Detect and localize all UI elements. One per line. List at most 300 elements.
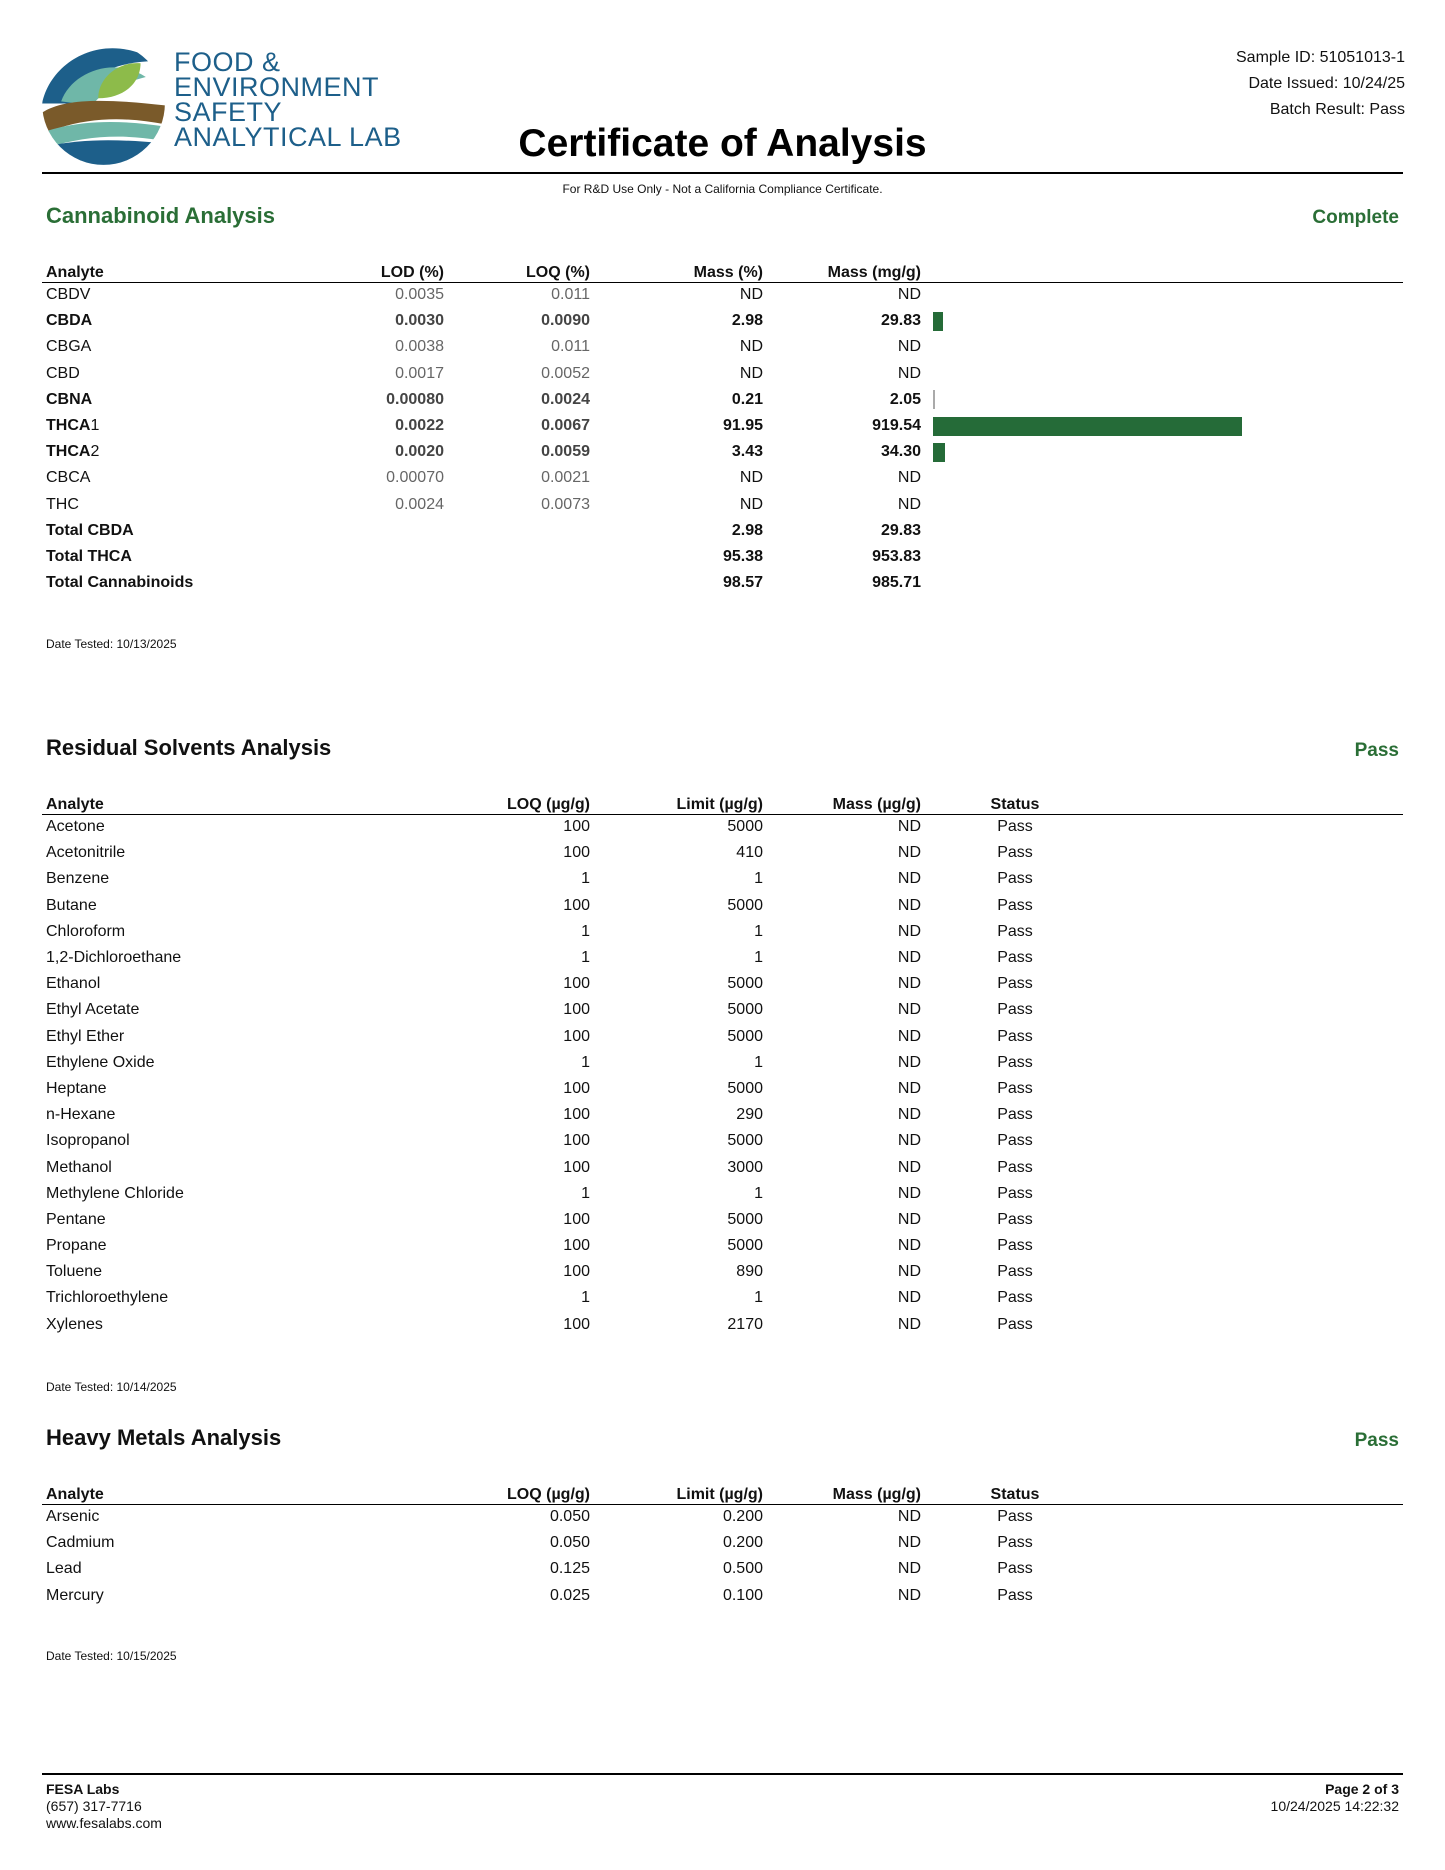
- limit-cell: 890: [736, 1263, 763, 1281]
- status-cell: Pass: [997, 975, 1033, 993]
- loq-cell: 100: [563, 1315, 590, 1333]
- empty-cell: [448, 518, 594, 544]
- empty-cell: [1105, 971, 1403, 997]
- limit-cell: 5000: [727, 1001, 763, 1019]
- status-cell: Pass: [997, 1508, 1033, 1526]
- table-row: [42, 1530, 1403, 1556]
- table-row: [42, 387, 1403, 413]
- empty-cell: [1105, 1583, 1403, 1609]
- analyte-cell: [42, 439, 302, 465]
- empty-cell: [1105, 1076, 1403, 1102]
- mass-bar: [933, 417, 1242, 436]
- lod-cell: 0.0038: [395, 338, 444, 356]
- mass-bar: [933, 390, 935, 409]
- loq-cell: 0.0059: [541, 443, 590, 461]
- mass-cell: ND: [897, 1184, 921, 1202]
- analyte-cell: Arsenic: [46, 1508, 100, 1526]
- col-limit: Limit (µg/g): [594, 790, 767, 814]
- mass-mg-cell: ND: [897, 495, 921, 513]
- status-cell: Pass: [997, 1315, 1033, 1333]
- empty-cell: [1105, 997, 1403, 1023]
- total-mass-pct: 2.98: [731, 521, 763, 539]
- loq-cell: 0.0090: [541, 312, 590, 330]
- analyte-suffix: 1: [90, 417, 100, 435]
- empty-cell: [302, 544, 448, 570]
- limit-cell: 2170: [727, 1315, 763, 1333]
- status-cell: Pass: [997, 1001, 1033, 1019]
- mass-pct-cell: 91.95: [722, 417, 763, 435]
- table-row: [42, 1076, 1403, 1102]
- table-row: [42, 492, 1403, 518]
- empty-cell: [925, 518, 1403, 544]
- loq-cell: 0.0021: [541, 469, 590, 487]
- mass-cell: ND: [897, 1132, 921, 1150]
- empty-cell: [1105, 1050, 1403, 1076]
- analyte-cell: [42, 282, 302, 308]
- mass-cell: ND: [897, 1315, 921, 1333]
- limit-cell: 0.200: [722, 1508, 763, 1526]
- empty-cell: [1105, 840, 1403, 866]
- analyte-cell: Methanol: [46, 1158, 112, 1176]
- bar-cell: [925, 308, 1403, 334]
- status-cell: Pass: [997, 1158, 1033, 1176]
- analyte-cell: Ethylene Oxide: [46, 1053, 155, 1071]
- bar-cell: [925, 334, 1403, 360]
- metals-date-tested: Date Tested: 10/15/2025: [46, 1649, 177, 1663]
- total-label: Total Cannabinoids: [46, 574, 194, 592]
- loq-cell: 0.050: [549, 1534, 590, 1552]
- loq-cell: 0.125: [549, 1560, 590, 1578]
- status-cell: Pass: [997, 1560, 1033, 1578]
- loq-cell: 1: [581, 1184, 590, 1202]
- mass-pct-cell: ND: [739, 469, 763, 487]
- metals-status: Pass: [1354, 1430, 1399, 1451]
- table-row: [42, 1207, 1403, 1233]
- mass-bar: [933, 312, 943, 331]
- mass-cell: ND: [897, 1534, 921, 1552]
- loq-cell: 100: [563, 1001, 590, 1019]
- limit-cell: 0.500: [722, 1560, 763, 1578]
- lod-cell: 0.0022: [395, 417, 444, 435]
- footer-divider: [42, 1773, 1403, 1775]
- analyte-cell: Trichloroethylene: [46, 1289, 169, 1307]
- col-limit: Limit (µg/g): [594, 1480, 767, 1504]
- loq-cell: 1: [581, 1053, 590, 1071]
- empty-cell: [1105, 866, 1403, 892]
- mass-cell: ND: [897, 1027, 921, 1045]
- loq-cell: 1: [581, 870, 590, 888]
- mass-mg-cell: ND: [897, 469, 921, 487]
- empty-cell: [1105, 1024, 1403, 1050]
- status-cell: Pass: [997, 818, 1033, 836]
- col-loq: LOQ (µg/g): [448, 1480, 594, 1504]
- table-row: [42, 1050, 1403, 1076]
- table-row: [42, 840, 1403, 866]
- bar-cell: [925, 492, 1403, 518]
- table-row: [42, 465, 1403, 491]
- table-row: [42, 866, 1403, 892]
- empty-cell: [302, 570, 448, 596]
- mass-mg-cell: ND: [897, 286, 921, 304]
- bar-cell: [925, 413, 1403, 439]
- table-row: [42, 361, 1403, 387]
- empty-cell: [1105, 1128, 1403, 1154]
- limit-cell: 0.200: [722, 1534, 763, 1552]
- empty-cell: [1105, 1504, 1403, 1530]
- col-mass: Mass (µg/g): [767, 1480, 925, 1504]
- total-row: [42, 570, 1403, 596]
- mass-pct-cell: ND: [739, 495, 763, 513]
- status-cell: Pass: [997, 1027, 1033, 1045]
- loq-cell: 100: [563, 818, 590, 836]
- table-row: [42, 814, 1403, 840]
- lod-cell: 0.0020: [395, 443, 444, 461]
- table-row: [42, 439, 1403, 465]
- status-cell: Pass: [997, 949, 1033, 967]
- mass-cell: ND: [897, 1158, 921, 1176]
- empty-cell: [1105, 1154, 1403, 1180]
- empty-cell: [1105, 1181, 1403, 1207]
- analyte-cell: [42, 465, 302, 491]
- company-name: FESA Labs: [46, 1781, 120, 1797]
- col-analyte: Analyte: [42, 258, 302, 282]
- mass-cell: ND: [897, 1053, 921, 1071]
- analyte-name: CBDA: [46, 312, 93, 330]
- bar-cell: [925, 361, 1403, 387]
- mass-cell: ND: [897, 1001, 921, 1019]
- table-row: [42, 413, 1403, 439]
- analyte-cell: [42, 387, 302, 413]
- col-analyte: Analyte: [42, 1480, 448, 1504]
- total-label: Total THCA: [46, 547, 132, 565]
- bar-cell: [925, 439, 1403, 465]
- status-cell: Pass: [997, 844, 1033, 862]
- solvents-date-tested: Date Tested: 10/14/2025: [46, 1380, 177, 1394]
- table-row: [42, 945, 1403, 971]
- table-row: [42, 1181, 1403, 1207]
- total-mass-mg: 985.71: [872, 574, 921, 592]
- footer-page-info: [1271, 1781, 1399, 1815]
- loq-cell: 0.050: [549, 1508, 590, 1526]
- empty-cell: [302, 518, 448, 544]
- empty-cell: [1105, 1285, 1403, 1311]
- analyte-cell: Acetone: [46, 818, 105, 836]
- header-divider: [42, 172, 1403, 174]
- col-spacer: [1105, 1480, 1403, 1504]
- batch-result: Batch Result: Pass: [1269, 101, 1405, 118]
- bar-cell: [925, 282, 1403, 308]
- loq-cell: 1: [581, 1289, 590, 1307]
- cannabinoid-status: Complete: [1312, 207, 1399, 228]
- status-cell: Pass: [997, 1106, 1033, 1124]
- total-label: Total CBDA: [46, 521, 134, 539]
- logo-line: ANALYTICAL LAB: [174, 122, 402, 152]
- loq-cell: 100: [563, 1158, 590, 1176]
- col-spacer: [1105, 790, 1403, 814]
- empty-cell: [1105, 1259, 1403, 1285]
- limit-cell: 1: [754, 1184, 763, 1202]
- loq-cell: 100: [563, 1027, 590, 1045]
- limit-cell: 1: [754, 949, 763, 967]
- table-header-row: [42, 258, 1403, 282]
- col-mass: Mass (µg/g): [767, 790, 925, 814]
- analyte-cell: 1,2-Dichloroethane: [46, 949, 182, 967]
- analyte-cell: [42, 334, 302, 360]
- mass-mg-cell: 29.83: [880, 312, 921, 330]
- analyte-cell: Toluene: [46, 1263, 103, 1281]
- col-analyte: Analyte: [42, 790, 448, 814]
- sample-id: Sample ID: 51051013-1: [1236, 49, 1405, 66]
- loq-cell: 100: [563, 1237, 590, 1255]
- status-cell: Pass: [997, 1184, 1033, 1202]
- total-mass-pct: 98.57: [722, 574, 763, 592]
- table-row: [42, 1233, 1403, 1259]
- loq-cell: 0.0073: [541, 495, 590, 513]
- bar-cell: [925, 465, 1403, 491]
- analyte-cell: Acetonitrile: [46, 844, 126, 862]
- limit-cell: 5000: [727, 975, 763, 993]
- table-header-row: [42, 790, 1403, 814]
- mass-bar: [933, 443, 945, 462]
- mass-pct-cell: 3.43: [731, 443, 763, 461]
- analyte-cell: Ethanol: [46, 975, 101, 993]
- mass-cell: ND: [897, 844, 921, 862]
- mass-pct-cell: ND: [739, 364, 763, 382]
- table-row: [42, 1154, 1403, 1180]
- loq-cell: 100: [563, 844, 590, 862]
- table-row: [42, 1128, 1403, 1154]
- empty-cell: [1105, 814, 1403, 840]
- analyte-cell: Ethyl Acetate: [46, 1001, 140, 1019]
- loq-cell: 0.0067: [541, 417, 590, 435]
- mass-pct-cell: 2.98: [731, 312, 763, 330]
- status-cell: Pass: [997, 1263, 1033, 1281]
- empty-cell: [1105, 893, 1403, 919]
- table-row: [42, 1259, 1403, 1285]
- compliance-note: For R&D Use Only - Not a California Compliance Certificate.: [562, 182, 883, 196]
- total-row: [42, 544, 1403, 570]
- loq-cell: 0.0052: [541, 364, 590, 382]
- status-cell: Pass: [997, 1132, 1033, 1150]
- analyte-name: CBNA: [46, 390, 93, 408]
- logo-line: SAFETY: [174, 97, 283, 127]
- table-row: [42, 971, 1403, 997]
- status-cell: Pass: [997, 1534, 1033, 1552]
- col-status: Status: [925, 790, 1105, 814]
- website-link[interactable]: www.fesalabs.com: [46, 1815, 162, 1831]
- logo-line: FOOD &: [174, 47, 281, 77]
- limit-cell: 3000: [727, 1158, 763, 1176]
- solvents-status: Pass: [1354, 740, 1399, 761]
- analyte-cell: Cadmium: [46, 1534, 115, 1552]
- lod-cell: 0.00080: [386, 390, 444, 408]
- empty-cell: [448, 570, 594, 596]
- empty-cell: [1105, 1207, 1403, 1233]
- mass-pct-cell: 0.21: [731, 390, 763, 408]
- analyte-cell: Propane: [46, 1237, 107, 1255]
- analyte-cell: Heptane: [46, 1079, 107, 1097]
- phone-number: (657) 317-7716: [46, 1798, 142, 1814]
- limit-cell: 290: [736, 1106, 763, 1124]
- mass-cell: ND: [897, 818, 921, 836]
- table-row: [42, 1024, 1403, 1050]
- table-row: [42, 1312, 1403, 1338]
- status-cell: Pass: [997, 896, 1033, 914]
- mass-pct-cell: ND: [739, 286, 763, 304]
- lod-cell: 0.0017: [395, 364, 444, 382]
- loq-cell: 100: [563, 1263, 590, 1281]
- limit-cell: 5000: [727, 1237, 763, 1255]
- mass-mg-cell: 34.30: [880, 443, 921, 461]
- analyte-cell: [42, 361, 302, 387]
- analyte-cell: [42, 492, 302, 518]
- analyte-name: THC: [46, 495, 79, 513]
- mass-cell: ND: [897, 975, 921, 993]
- empty-cell: [925, 544, 1403, 570]
- total-mass-mg: 29.83: [880, 521, 921, 539]
- metals-table: [42, 1480, 1403, 1609]
- solvents-table: [42, 790, 1403, 1338]
- lod-cell: 0.0030: [395, 312, 444, 330]
- mass-cell: ND: [897, 1210, 921, 1228]
- analyte-name: THCA: [46, 417, 91, 435]
- status-cell: Pass: [997, 1079, 1033, 1097]
- cannabinoid-section-title: Cannabinoid Analysis: [46, 203, 276, 228]
- empty-cell: [1105, 1102, 1403, 1128]
- analyte-name: CBGA: [46, 338, 92, 356]
- col-loq: LOQ (%): [448, 258, 594, 282]
- status-cell: Pass: [997, 1586, 1033, 1604]
- empty-cell: [1105, 945, 1403, 971]
- analyte-name: THCA: [46, 443, 91, 461]
- status-cell: Pass: [997, 870, 1033, 888]
- analyte-cell: Isopropanol: [46, 1132, 130, 1150]
- limit-cell: 1: [754, 922, 763, 940]
- mass-cell: ND: [897, 1237, 921, 1255]
- metals-section-title: Heavy Metals Analysis: [46, 1425, 282, 1450]
- limit-cell: 1: [754, 1289, 763, 1307]
- limit-cell: 5000: [727, 818, 763, 836]
- limit-cell: 5000: [727, 1079, 763, 1097]
- empty-cell: [1105, 1312, 1403, 1338]
- footer-contact: [46, 1781, 162, 1832]
- loq-cell: 100: [563, 1210, 590, 1228]
- mass-pct-cell: ND: [739, 338, 763, 356]
- limit-cell: 410: [736, 844, 763, 862]
- status-cell: Pass: [997, 1053, 1033, 1071]
- total-mass-mg: 953.83: [872, 547, 921, 565]
- table-row: [42, 893, 1403, 919]
- loq-cell: 100: [563, 1106, 590, 1124]
- limit-cell: 5000: [727, 1027, 763, 1045]
- page-number: Page 2 of 3: [1325, 1781, 1399, 1797]
- analyte-name: CBD: [46, 364, 80, 382]
- empty-cell: [1105, 919, 1403, 945]
- analyte-cell: [42, 413, 302, 439]
- lod-cell: 0.00070: [386, 469, 444, 487]
- mass-cell: ND: [897, 1079, 921, 1097]
- limit-cell: 5000: [727, 896, 763, 914]
- empty-cell: [1105, 1233, 1403, 1259]
- mass-cell: ND: [897, 949, 921, 967]
- loq-cell: 100: [563, 896, 590, 914]
- loq-cell: 0.025: [549, 1586, 590, 1604]
- loq-cell: 1: [581, 922, 590, 940]
- analyte-suffix: 2: [90, 443, 100, 461]
- table-row: [42, 919, 1403, 945]
- mass-cell: ND: [897, 896, 921, 914]
- mass-mg-cell: 919.54: [872, 417, 921, 435]
- col-status: Status: [925, 1480, 1105, 1504]
- empty-cell: [448, 544, 594, 570]
- analyte-cell: Ethyl Ether: [46, 1027, 125, 1045]
- table-row: [42, 282, 1403, 308]
- status-cell: Pass: [997, 1237, 1033, 1255]
- loq-cell: 0.011: [551, 338, 590, 356]
- logo-line: ENVIRONMENT: [174, 72, 380, 102]
- empty-cell: [925, 570, 1403, 596]
- limit-cell: 5000: [727, 1132, 763, 1150]
- empty-cell: [1105, 1530, 1403, 1556]
- loq-cell: 0.0024: [541, 390, 590, 408]
- mass-mg-cell: ND: [897, 364, 921, 382]
- table-row: [42, 997, 1403, 1023]
- loq-cell: 100: [563, 1132, 590, 1150]
- status-cell: Pass: [997, 922, 1033, 940]
- mass-cell: ND: [897, 1586, 921, 1604]
- col-mass-pct: Mass (%): [594, 258, 767, 282]
- mass-cell: ND: [897, 1106, 921, 1124]
- mass-mg-cell: 2.05: [889, 390, 921, 408]
- table-row: [42, 1556, 1403, 1582]
- cannabinoid-table: [42, 258, 1403, 596]
- loq-cell: 0.011: [551, 286, 590, 304]
- limit-cell: 0.100: [722, 1586, 763, 1604]
- analyte-cell: Methylene Chloride: [46, 1184, 184, 1202]
- analyte-cell: Mercury: [46, 1586, 104, 1604]
- table-row: [42, 1583, 1403, 1609]
- analyte-cell: Benzene: [46, 870, 110, 888]
- print-timestamp: 10/24/2025 14:22:32: [1270, 1798, 1399, 1814]
- analyte-cell: Xylenes: [46, 1315, 103, 1333]
- table-header-row: [42, 1480, 1403, 1504]
- col-loq: LOQ (µg/g): [448, 790, 594, 814]
- limit-cell: 1: [754, 1053, 763, 1071]
- total-mass-pct: 95.38: [722, 547, 763, 565]
- loq-cell: 1: [581, 949, 590, 967]
- sample-meta: [1236, 45, 1405, 123]
- analyte-cell: Chloroform: [46, 922, 126, 940]
- date-issued: Date Issued: 10/24/25: [1248, 75, 1405, 92]
- table-row: [42, 308, 1403, 334]
- table-row: [42, 334, 1403, 360]
- table-row: [42, 1102, 1403, 1128]
- mass-cell: ND: [897, 1263, 921, 1281]
- mass-cell: ND: [897, 1560, 921, 1578]
- lod-cell: 0.0035: [395, 286, 444, 304]
- loq-cell: 100: [563, 1079, 590, 1097]
- cannabinoid-date-tested: Date Tested: 10/13/2025: [46, 637, 177, 651]
- page-title: Certificate of Analysis: [518, 122, 927, 165]
- analyte-cell: Butane: [46, 896, 97, 914]
- analyte-name: CBCA: [46, 469, 91, 487]
- mass-cell: ND: [897, 870, 921, 888]
- analyte-cell: Lead: [46, 1560, 82, 1578]
- table-row: [42, 1504, 1403, 1530]
- mass-cell: ND: [897, 922, 921, 940]
- total-row: [42, 518, 1403, 544]
- col-bar: [925, 258, 1403, 282]
